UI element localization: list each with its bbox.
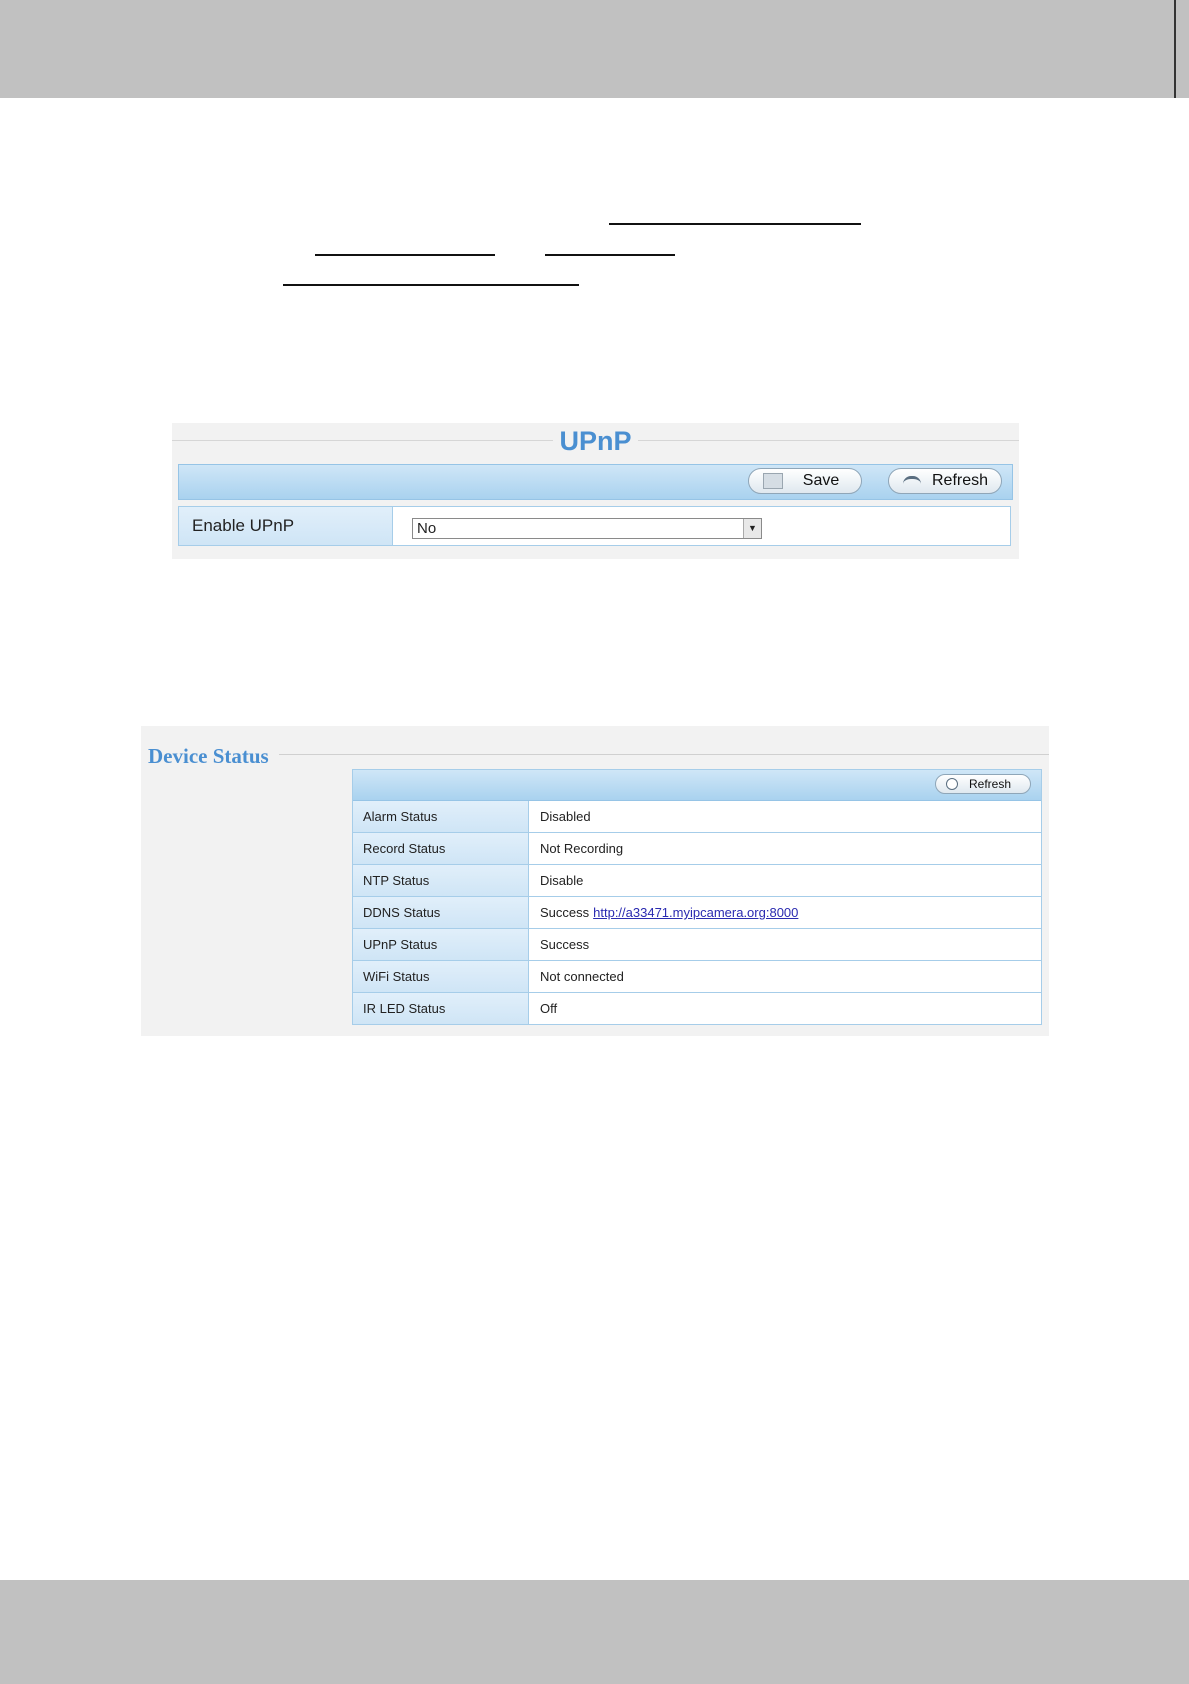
status-value: Disable [540, 873, 584, 888]
status-label: DDNS Status [353, 897, 529, 928]
table-row [353, 992, 1041, 1024]
refresh-button[interactable] [888, 468, 1002, 494]
status-label: WiFi Status [353, 961, 529, 992]
device-status-panel [141, 726, 1049, 1036]
status-value: Success [540, 937, 590, 952]
device-status-table [352, 769, 1042, 1025]
dropdown-arrow-icon[interactable]: ▼ [743, 519, 761, 538]
status-label: UPnP Status [353, 929, 529, 960]
table-row [353, 864, 1041, 896]
ddns-link[interactable]: http://a33471.myipcamera.org:8000 [593, 905, 799, 920]
table-row [353, 960, 1041, 992]
blank-underline-3 [545, 254, 675, 256]
table-row [353, 832, 1041, 864]
upnp-toolbar [178, 464, 1013, 500]
save-icon [763, 473, 783, 489]
table-row [353, 896, 1041, 928]
status-label: Record Status [353, 833, 529, 864]
enable-upnp-value: No [417, 520, 437, 537]
refresh-label: Refresh [931, 472, 989, 489]
enable-upnp-select[interactable] [412, 518, 762, 539]
enable-upnp-row [178, 506, 1011, 546]
title-rule [279, 754, 1049, 755]
status-label: NTP Status [353, 865, 529, 896]
refresh-icon [946, 778, 958, 790]
status-value: Disabled [540, 809, 591, 824]
blank-underline-4 [283, 284, 579, 286]
refresh-icon [903, 476, 921, 493]
enable-upnp-label: Enable UPnP [179, 507, 393, 545]
table-row [353, 928, 1041, 960]
table-row [353, 801, 1041, 832]
status-label: IR LED Status [353, 993, 529, 1024]
page-header-band [0, 0, 1189, 98]
status-value: Not Recording [540, 841, 624, 856]
blank-underline-2 [315, 254, 495, 256]
page-footer-band [0, 1580, 1189, 1684]
status-rows [353, 801, 1041, 1024]
status-value: Not connected [540, 969, 624, 984]
refresh-button[interactable] [935, 774, 1031, 794]
status-value: Off [540, 1001, 558, 1016]
status-value: Success http://a33471.myipcamera.org:8000 [540, 905, 799, 920]
header-divider [1174, 0, 1176, 98]
device-status-toolbar [353, 770, 1041, 801]
refresh-label: Refresh [968, 777, 1012, 791]
upnp-title: UPnP [172, 426, 1019, 457]
blank-underline-1 [609, 223, 861, 225]
upnp-panel [172, 423, 1019, 559]
device-status-title: Device Status [148, 744, 269, 768]
save-button[interactable] [748, 468, 862, 494]
save-label: Save [802, 472, 840, 489]
status-label: Alarm Status [353, 801, 529, 832]
